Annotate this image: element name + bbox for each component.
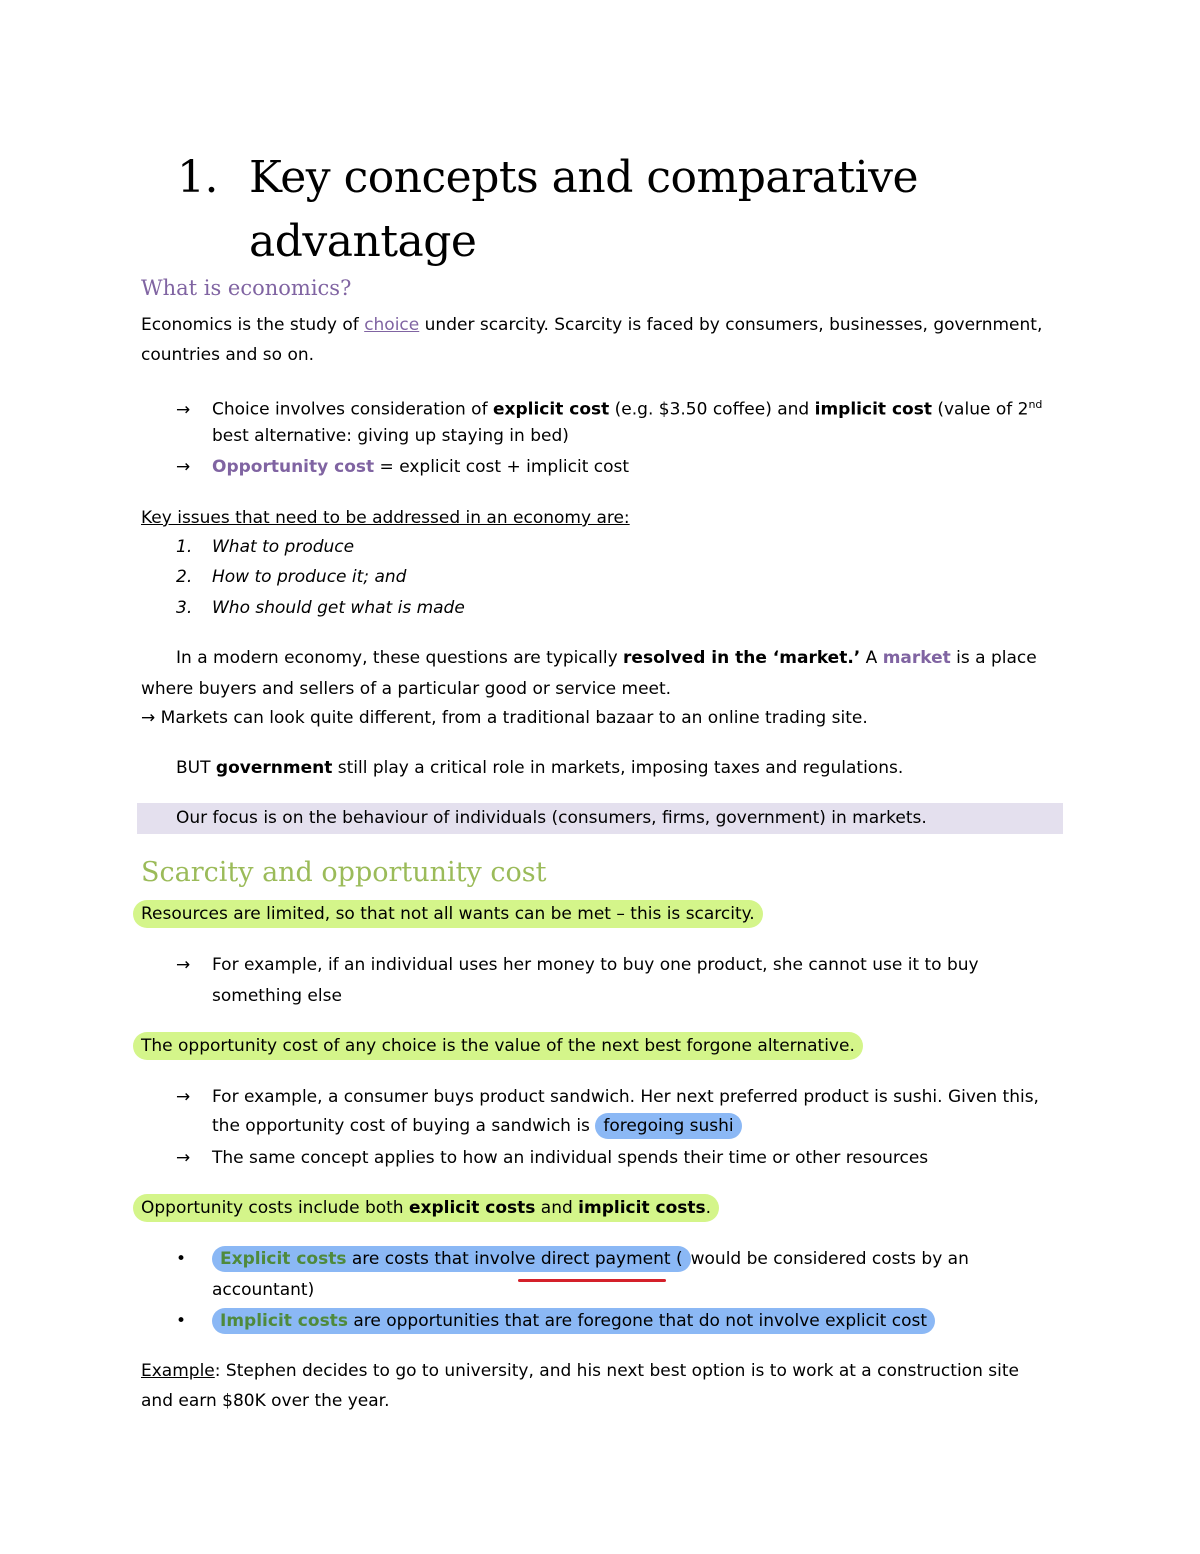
government-term: government [215,758,333,778]
superscript: nd [1028,398,1043,411]
explicit-costs-term: explicit costs [408,1198,536,1218]
bullet-text: (value of 2 [931,399,1029,420]
example-paragraph [141,1356,1019,1386]
title-line-1: Key concepts and comparative [249,152,919,203]
implicit-costs-term: implicit costs [578,1198,706,1218]
issue-item-1 [176,532,354,562]
focus-statement: Our focus is on the behaviour of individuals (consumers, firms, government) in markets. [176,808,927,828]
implicit-costs-term: Implicit costs [220,1311,348,1331]
paragraph-text: BUT [176,758,216,778]
explicit-costs-term: Explicit costs [220,1249,347,1269]
paragraph-text: A [860,648,883,668]
resolved-in-market-term: resolved in the ‘market.’ [623,648,861,668]
example-text: : Stephen decides to go to university, and his next best option is to work at a construction site [214,1361,1019,1381]
opportunity-cost-bullet [176,452,629,482]
opportunity-cost-term: Opportunity cost [212,457,375,477]
right-arrow-icon: → [176,1087,191,1107]
example-paragraph-line-2: and earn $80K over the year. [141,1391,390,1411]
example-text: For example, a consumer buys product sandwich. Her next preferred product is sushi. Given this, [212,1087,1039,1107]
list-text: Who should get what is made [212,598,465,618]
list-text: What to produce [212,537,355,557]
statement-text: . [705,1198,712,1218]
explicit-cost-term: explicit cost [492,399,610,420]
paragraph-text: is a place [950,648,1037,668]
implicit-cost-term: implicit cost [814,399,932,420]
blue-highlight-text [212,1308,935,1334]
title-line-2: advantage [249,216,477,267]
right-arrow-icon: → [176,955,191,975]
scarcity-definition [133,899,763,929]
market-paragraph [176,643,1037,673]
oc-include-statement [133,1193,719,1223]
bullet-text: are opportunities that are foregone that do not involve explicit cost [347,1311,928,1331]
markets-note: → Markets can look quite different, from a traditional bazaar to an online trading site. [141,708,868,728]
oc-example-line-2 [212,1111,742,1141]
green-highlight-text: The opportunity cost of any choice is the value of the next best forgone alternative. [133,1032,863,1060]
section-heading-scarcity: Scarcity and opportunity cost [141,857,547,888]
example-text: For example, if an individual uses her money to buy one product, she cannot use it to buy [212,955,979,975]
issue-item-3 [176,593,465,623]
government-paragraph [176,753,903,783]
statement-text: and [535,1198,579,1218]
intro-text: Economics is the study of [141,315,365,335]
intro-paragraph-line-2: countries and so on. [141,345,315,365]
implicit-costs-bullet [176,1306,935,1336]
list-number: 3. [176,598,193,618]
paragraph-text: In a modern economy, these questions are typically [176,648,624,668]
paragraph-text: still play a critical role in markets, imposing taxes and regulations. [332,758,904,778]
title-number: 1. [177,152,218,203]
bullet-text: = explicit cost + implicit cost [374,457,630,477]
list-text: How to produce it; and [212,567,407,587]
market-term: market [882,648,951,668]
section-heading-economics: What is economics? [141,276,352,300]
list-number: 1. [176,537,193,557]
scarcity-example-line-2: something else [212,986,342,1006]
explicit-costs-bullet [176,1244,969,1274]
right-arrow-icon: → [176,399,191,420]
green-highlight-text [133,1194,719,1222]
example-text: The same concept applies to how an individual spends their time or other resources [212,1148,929,1168]
intro-paragraph [141,310,1042,340]
statement-text: Opportunity costs include both [141,1198,409,1218]
oc-example-time [176,1143,928,1173]
intro-text-rest: under scarcity. Scarcity is faced by consumers, businesses, government, [419,315,1043,335]
bullet-dot-icon: • [176,1311,187,1331]
choice-bullet-line-2: best alternative: giving up staying in bed) [212,426,569,446]
red-underline-mark [518,1279,666,1282]
list-number: 2. [176,567,193,587]
bullet-text: would be considered costs by an [690,1249,969,1269]
bullet-text: (e.g. $3.50 coffee) and [609,399,815,420]
blue-highlight-text: foregoing sushi [595,1113,741,1139]
explicit-costs-bullet-line-2: accountant) [212,1280,315,1300]
market-paragraph-line-2: where buyers and sellers of a particular good or service meet. [141,679,672,699]
key-issues-heading: Key issues that need to be addressed in an economy are: [141,508,630,528]
right-arrow-icon: → [176,457,191,477]
bullet-text: Choice involves consideration of [212,399,493,420]
scarcity-example [176,950,979,980]
oc-example [176,1082,1039,1112]
example-text: the opportunity cost of buying a sandwich is [212,1116,596,1136]
bullet-text: are costs that involve direct payment ( [346,1249,683,1269]
issue-item-2 [176,562,406,592]
opportunity-cost-definition [133,1031,863,1061]
example-label: Example [141,1361,215,1381]
blue-highlight-text [212,1246,691,1272]
bullet-dot-icon: • [176,1249,187,1269]
choice-link[interactable]: choice [364,315,420,335]
right-arrow-icon: → [176,1148,191,1168]
green-highlight-text: Resources are limited, so that not all wants can be met – this is scarcity. [133,900,763,928]
choice-bullet [176,390,1042,425]
page-title [177,146,1037,276]
